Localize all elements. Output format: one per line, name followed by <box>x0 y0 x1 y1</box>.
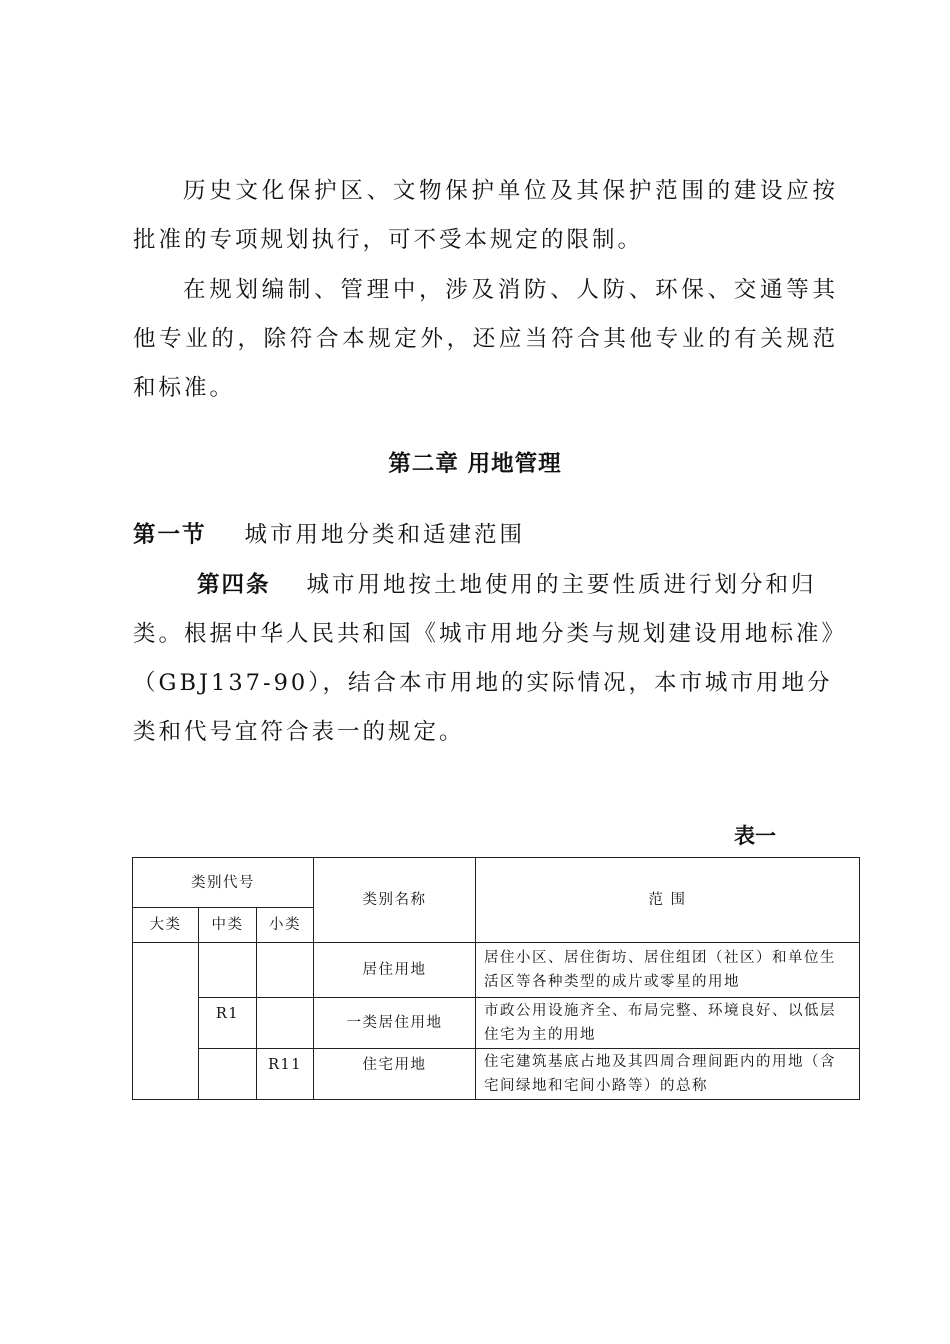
header-minor: 小类 <box>257 908 314 943</box>
article-text: 城市用地按土地使用的主要性质进行划分和归类。根据中华人民共和国《城市用地分类与规划建设用地标准》（GBJ137-90），结合本市用地的实际情况，本市城市用地分类和代号宜符合表一的规定。 <box>133 572 836 745</box>
cell-major <box>133 943 199 1100</box>
table-row <box>133 943 860 998</box>
section-title: 城市用地分类和适建范围 <box>244 522 526 548</box>
cell-scope: 市政公用设施齐全、布局完整、环境良好、以低层住宅为主的用地 <box>476 998 860 1049</box>
table-row <box>133 1049 860 1100</box>
cell-name: 住宅用地 <box>314 1049 476 1100</box>
land-classification-table <box>132 857 860 1100</box>
cell-medium <box>199 943 257 998</box>
section-number: 第一节 <box>133 522 207 548</box>
cell-name: 居住用地 <box>314 943 476 998</box>
cell-scope: 居住小区、居住街坊、居住组团（社区）和单位生活区等各种类型的成片或零星的用地 <box>476 943 860 998</box>
cell-name: 一类居住用地 <box>314 998 476 1049</box>
article-four <box>133 561 838 757</box>
chapter-title: 第二章 用地管理 <box>388 451 562 477</box>
cell-minor: R11 <box>257 1049 314 1100</box>
cell-minor <box>257 998 314 1049</box>
header-code-group: 类别代号 <box>133 858 314 908</box>
header-major: 大类 <box>133 908 199 943</box>
table-label: 表一 <box>734 824 776 848</box>
article-number: 第四条 <box>197 572 271 598</box>
header-scope: 范 围 <box>476 858 860 943</box>
section-heading <box>133 517 525 549</box>
paragraph-other-specialties: 在规划编制、管理中，涉及消防、人防、环保、交通等其他专业的，除符合本规定外，还应当符合其他专业的有关规范和标准。 <box>133 277 838 401</box>
header-medium: 中类 <box>199 908 257 943</box>
header-name: 类别名称 <box>314 858 476 943</box>
cell-medium <box>199 1049 257 1100</box>
cell-minor <box>257 943 314 998</box>
cell-scope: 住宅建筑基底占地及其四周合理间距内的用地（含宅间绿地和宅间小路等）的总称 <box>476 1049 860 1100</box>
table-header-row <box>133 858 860 908</box>
cell-medium: R1 <box>199 998 257 1049</box>
paragraph-historic-protection: 历史文化保护区、文物保护单位及其保护范围的建设应按批准的专项规划执行，可不受本规定的限制。 <box>133 178 838 253</box>
table-row <box>133 998 860 1049</box>
